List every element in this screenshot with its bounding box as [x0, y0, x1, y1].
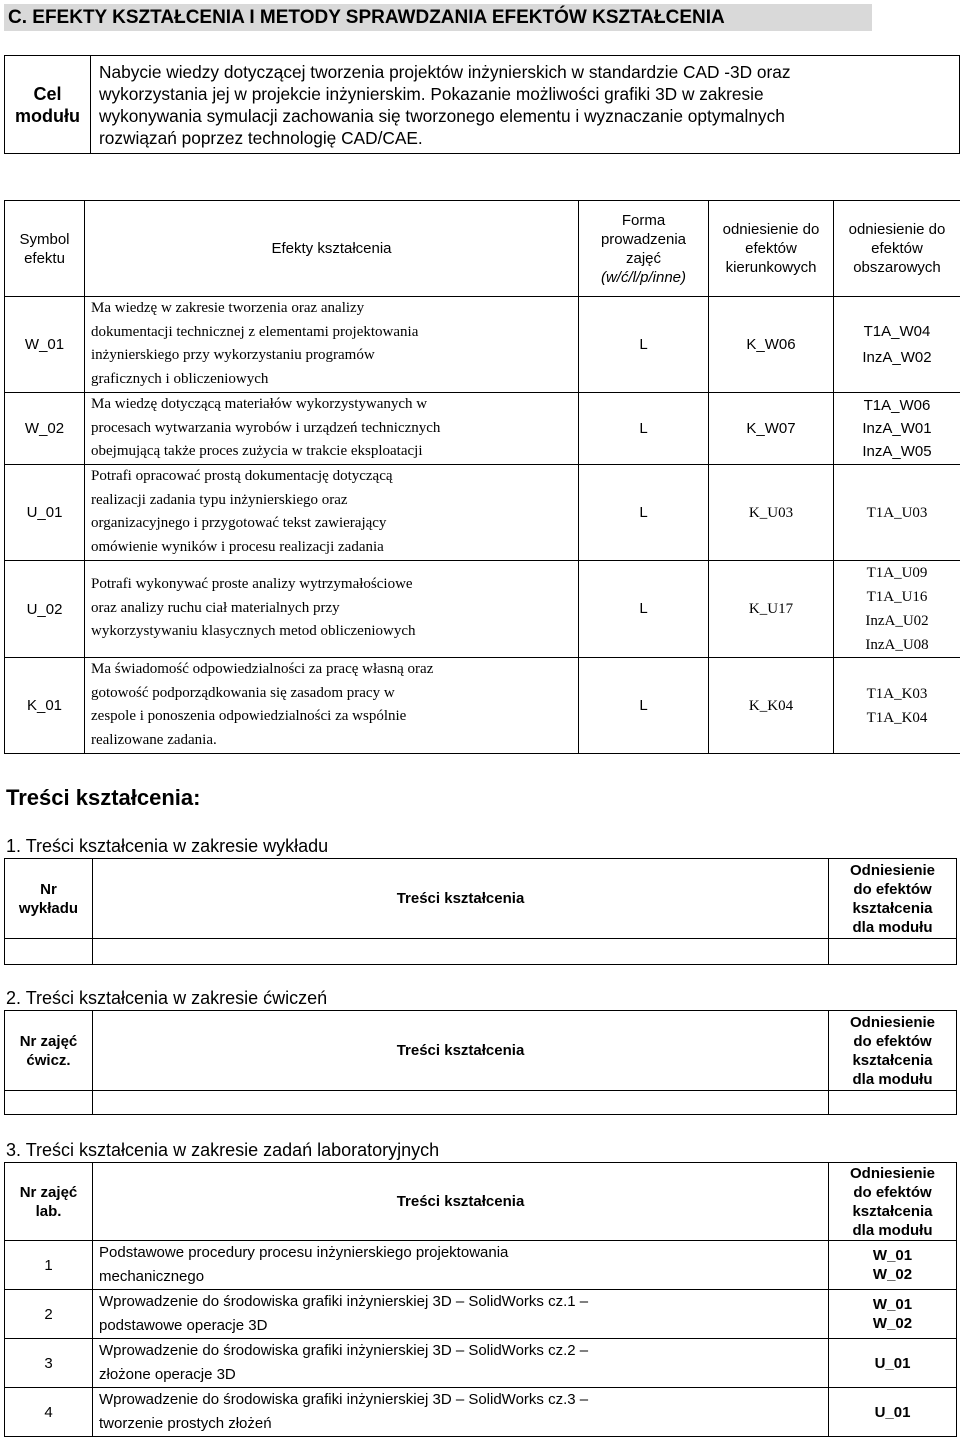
- col-text: kształcenia: [852, 899, 933, 917]
- lab-table: [4, 1162, 957, 1437]
- wyklad-heading: 1. Treści kształcenia w zakresie wykładu: [6, 836, 329, 856]
- cel-label-line: Cel: [33, 83, 62, 104]
- efekt-description: [85, 297, 579, 393]
- efekty-table: [4, 200, 960, 754]
- lab-refs: [829, 1339, 957, 1388]
- obsz-code: T1A_W04: [863, 322, 931, 340]
- efekt-description: [85, 658, 579, 754]
- ref-code: U_01: [874, 1354, 911, 1372]
- header-text: efektu: [24, 249, 65, 267]
- lab-heading: 3. Treści kształcenia w zakresie zadań laboratoryjnych: [6, 1140, 440, 1160]
- obsz-code: T1A_K04: [866, 709, 928, 726]
- col-text: Nr zajęć: [19, 1183, 78, 1201]
- cel-line: rozwiązań poprzez technologię CAD/CAE.: [99, 127, 423, 148]
- col-text: Nr: [40, 880, 57, 898]
- header-text: zajęć: [625, 249, 662, 267]
- cwiczenia-col-nr: [5, 1011, 93, 1091]
- lab-line: tworzenie prostych złożeń: [99, 1415, 272, 1432]
- efekt-line: inżynierskiego przy wykorzystaniu programów: [91, 347, 375, 363]
- col-text: lab.: [35, 1202, 62, 1220]
- lab-nr: 3: [5, 1339, 93, 1388]
- efekt-kierunkowe: K_K04: [709, 658, 834, 754]
- obsz-code: InzA_W02: [862, 348, 932, 366]
- efekt-line: Ma świadomość odpowiedzialności za pracę własną oraz: [91, 661, 434, 677]
- efekt-symbol: W_02: [5, 393, 85, 465]
- efekt-kierunkowe: K_U03: [709, 465, 834, 561]
- efekt-row: [5, 297, 960, 393]
- col-text: do efektów: [853, 1032, 932, 1050]
- header-text: efektów: [871, 240, 923, 257]
- efekt-row: [5, 393, 960, 465]
- efekt-line: realizacji zadania typu inżynierskiego oraz: [91, 491, 348, 508]
- obsz-code: InzA_U08: [865, 637, 929, 653]
- efekt-line: zespole i ponoszenia odpowiedzialności za wspólnie: [91, 708, 407, 724]
- efekt-symbol: W_01: [5, 297, 85, 393]
- cel-text: [91, 56, 960, 154]
- cwiczenia-col-odniesienie: [829, 1011, 957, 1091]
- empty-cell: [829, 1091, 957, 1115]
- lab-description: [93, 1290, 829, 1339]
- efekt-line: Ma wiedzę dotyczącą materiałów wykorzystywanych w: [91, 396, 428, 412]
- header-symbol: [5, 201, 85, 297]
- col-text: dla modułu: [852, 1070, 933, 1088]
- cel-modulu-table: [4, 55, 960, 154]
- tresci-title: Treści kształcenia:: [6, 785, 201, 810]
- cel-line: Nabycie wiedzy dotyczącej tworzenia projektów inżynierskich w standardzie CAD -3D oraz: [99, 61, 791, 82]
- lab-line: Wprowadzenie do środowiska grafiki inżynierskiej 3D – SolidWorks cz.2 –: [99, 1342, 589, 1359]
- obsz-code: InzA_U02: [865, 613, 929, 629]
- col-text: ćwicz.: [26, 1051, 71, 1069]
- lab-refs: [829, 1241, 957, 1290]
- ref-code: W_01: [872, 1247, 913, 1264]
- lab-description: [93, 1388, 829, 1437]
- col-text: kształcenia: [852, 1202, 933, 1220]
- cwiczenia-heading: 2. Treści kształcenia w zakresie ćwiczeń: [6, 988, 328, 1008]
- efekt-forma: L: [579, 297, 709, 393]
- efekt-kierunkowe: K_U17: [709, 561, 834, 658]
- efekt-line: Potrafi opracować prostą dokumentację dotyczącą: [91, 468, 393, 484]
- col-text: Odniesienie: [849, 1013, 936, 1031]
- header-text: (w/ć/l/p/inne): [600, 268, 687, 286]
- header-text: prowadzenia: [600, 230, 687, 248]
- lab-description: [93, 1339, 829, 1388]
- efekt-line: graficznych i obliczeniowych: [91, 370, 269, 387]
- header-text: odniesienie do: [722, 221, 820, 238]
- ref-code: W_02: [872, 1315, 913, 1332]
- lab-line: Podstawowe procedury procesu inżynierskiego projektowania: [99, 1244, 509, 1261]
- efekt-obszarowe: [834, 658, 960, 754]
- efekt-line: oraz analizy ruchu ciał materialnych przy: [91, 599, 340, 616]
- col-text: Odniesienie: [849, 861, 936, 879]
- lab-col-tresci: Treści kształcenia: [93, 1163, 829, 1241]
- obsz-code: T1A_U03: [866, 504, 928, 521]
- ref-code: U_01: [874, 1403, 911, 1421]
- efekt-description: [85, 393, 579, 465]
- cel-label-line: modułu: [15, 105, 80, 126]
- cel-label: [5, 56, 91, 154]
- obsz-code: T1A_K03: [866, 685, 928, 702]
- empty-cell: [5, 939, 93, 965]
- obsz-code: T1A_W06: [863, 397, 931, 414]
- lab-col-nr: [5, 1163, 93, 1241]
- obsz-code: T1A_U09: [866, 565, 928, 581]
- lab-description: [93, 1241, 829, 1290]
- efekt-row: [5, 465, 960, 561]
- obsz-code: InzA_W05: [862, 443, 932, 460]
- empty-cell: [93, 939, 829, 965]
- efekt-kierunkowe: K_W07: [709, 393, 834, 465]
- lab-nr: 1: [5, 1241, 93, 1290]
- efekt-forma: L: [579, 658, 709, 754]
- efekt-row: [5, 658, 960, 754]
- header-kierunkowe: [709, 201, 834, 297]
- header-text: efektów: [745, 240, 797, 257]
- col-text: Odniesienie: [849, 1164, 936, 1182]
- ref-code: W_01: [872, 1296, 913, 1313]
- efekt-obszarowe: [834, 465, 960, 561]
- efekt-line: omówienie wyników i procesu realizacji zadania: [91, 538, 384, 555]
- header-text: Symbol: [19, 230, 70, 248]
- empty-cell: [93, 1091, 829, 1115]
- col-text: dla modułu: [852, 1221, 933, 1239]
- lab-line: złożone operacje 3D: [99, 1366, 236, 1383]
- header-text: obszarowych: [853, 259, 941, 276]
- lab-row: [5, 1241, 957, 1290]
- efekt-obszarowe: [834, 297, 960, 393]
- efekt-symbol: U_01: [5, 465, 85, 561]
- cel-line: wykorzystania jej w projekcie inżynierskim. Pokazanie możliwości grafiki 3D w zakresie: [99, 83, 764, 104]
- cel-line: wykonywania symulacji zachowania się tworzonego elementu i wyznaczanie optymalnych: [99, 105, 785, 126]
- empty-cell: [829, 939, 957, 965]
- efekt-line: Potrafi wykonywać proste analizy wytrzymałościowe: [91, 576, 413, 592]
- efekt-line: wykorzystywaniu klasycznych metod obliczeniowych: [91, 623, 416, 639]
- empty-cell: [5, 1091, 93, 1115]
- col-text: do efektów: [853, 1183, 932, 1201]
- efekt-row: [5, 561, 960, 658]
- lab-line: mechanicznego: [99, 1268, 205, 1285]
- lab-nr: 4: [5, 1388, 93, 1437]
- efekt-line: gotowość podporządkowania się zasadom pracy w: [91, 684, 395, 701]
- ref-code: W_02: [872, 1266, 913, 1283]
- lab-line: podstawowe operacje 3D: [99, 1317, 268, 1334]
- efekt-symbol: K_01: [5, 658, 85, 754]
- cwiczenia-table: [4, 1010, 957, 1115]
- header-obszarowe: [834, 201, 960, 297]
- efekt-description: [85, 561, 579, 658]
- col-text: Nr zajęć: [19, 1032, 78, 1050]
- efekt-obszarowe: [834, 561, 960, 658]
- efekt-description: [85, 465, 579, 561]
- efekt-line: realizowane zadania.: [91, 731, 217, 748]
- lab-nr: 2: [5, 1290, 93, 1339]
- lab-row: [5, 1388, 957, 1437]
- efekt-symbol: U_02: [5, 561, 85, 658]
- efekt-line: procesach wytwarzania wyrobów i urządzeń technicznych: [91, 419, 441, 436]
- col-text: dla modułu: [852, 918, 933, 936]
- lab-line: Wprowadzenie do środowiska grafiki inżynierskiej 3D – SolidWorks cz.1 –: [99, 1293, 589, 1310]
- wyklad-col-odniesienie: [829, 859, 957, 939]
- efekt-obszarowe: [834, 393, 960, 465]
- lab-refs: [829, 1290, 957, 1339]
- header-efekty: Efekty kształcenia: [85, 201, 579, 297]
- lab-row: [5, 1290, 957, 1339]
- efekt-line: Ma wiedzę w zakresie tworzenia oraz analizy: [91, 300, 365, 316]
- col-text: do efektów: [853, 880, 932, 898]
- obsz-code: T1A_U16: [866, 589, 928, 605]
- wyklad-table: [4, 858, 957, 965]
- lab-col-odniesienie: [829, 1163, 957, 1241]
- lab-row: [5, 1339, 957, 1388]
- header-text: odniesienie do: [848, 221, 946, 238]
- header-text: kierunkowych: [725, 259, 817, 276]
- efekt-line: obejmującą także proces zużycia w trakcie eksploatacji: [91, 443, 423, 459]
- col-text: wykładu: [18, 899, 79, 917]
- efekt-forma: L: [579, 465, 709, 561]
- wyklad-col-tresci: Treści kształcenia: [93, 859, 829, 939]
- efekt-line: dokumentacji technicznej z elementami projektowania: [91, 323, 419, 340]
- header-text: Forma: [621, 211, 666, 229]
- cwiczenia-col-tresci: Treści kształcenia: [93, 1011, 829, 1091]
- efekt-forma: L: [579, 393, 709, 465]
- wyklad-col-nr: [5, 859, 93, 939]
- obsz-code: InzA_W01: [862, 420, 932, 437]
- col-text: kształcenia: [852, 1051, 933, 1069]
- efekt-forma: L: [579, 561, 709, 658]
- efekt-kierunkowe: K_W06: [709, 297, 834, 393]
- efekt-line: organizacyjnego i przygotować tekst zawierający: [91, 515, 387, 531]
- header-forma: [579, 201, 709, 297]
- lab-line: Wprowadzenie do środowiska grafiki inżynierskiej 3D – SolidWorks cz.3 –: [99, 1391, 589, 1408]
- lab-refs: [829, 1388, 957, 1437]
- section-title: C. EFEKTY KSZTAŁCENIA I METODY SPRAWDZANIA EFEKTÓW KSZTAŁCENIA: [4, 4, 872, 31]
